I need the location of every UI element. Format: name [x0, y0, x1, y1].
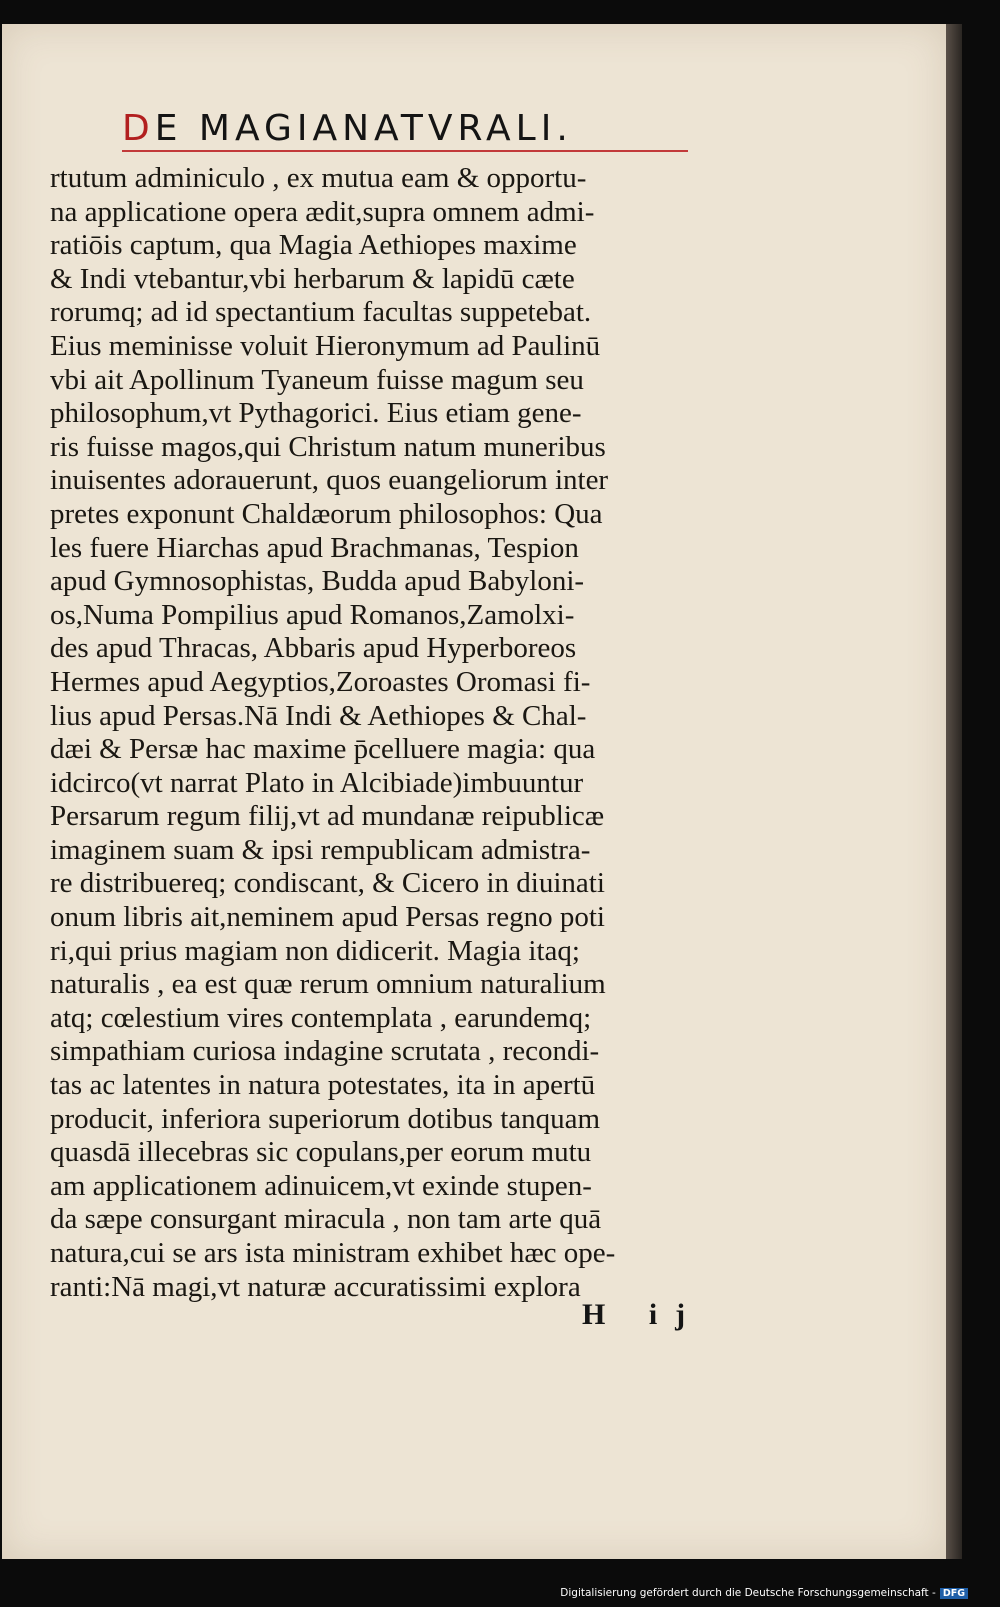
text-line: ris fuisse magos,qui Christum natum muneribus: [50, 430, 606, 463]
footer-credit: [560, 1587, 968, 1599]
text-line: tas ac latentes in natura potestates, ita in apertū: [50, 1069, 596, 1102]
text-line: ranti:Nā magi,vt naturæ accuratissimi explora: [50, 1270, 581, 1303]
text-line: & Indi vtebantur,vbi herbarum & lapidū cæte: [50, 262, 575, 295]
text-line: idcirco(vt narrat Plato in Alcibiade)imbuuntur: [50, 766, 584, 799]
running-head-text: E MAGIANATVRALI.: [154, 108, 573, 149]
text-line: pretes exponunt Chaldæorum philosophos: Qua: [50, 497, 603, 530]
text-line: simpathiam curiosa indagine scrutata , recondi-: [50, 1035, 600, 1068]
text-line: naturalis , ea est quæ rerum omnium naturalium: [50, 968, 606, 1001]
footer-credit-text: Digitalisierung gefördert durch die Deutsche Forschungsgemeinschaft -: [560, 1587, 936, 1599]
text-line: re distribuereq; condiscant, & Cicero in diuinati: [50, 867, 605, 900]
text-line: quasdā illecebras sic copulans,per eorum mutu: [50, 1136, 592, 1169]
text-line: imaginem suam & ipsi rempublicam admistra-: [50, 833, 591, 866]
head-rule: [122, 150, 688, 152]
running-head: [122, 108, 573, 149]
text-line: natura,cui se ars ista ministram exhibet hæc ope-: [50, 1237, 616, 1269]
text-line: Persarum regum filij,vt ad mundanæ reipublicæ: [50, 800, 605, 833]
text-line: onum libris ait,neminem apud Persas regno poti: [50, 901, 605, 934]
text-line: des apud Thracas, Abbaris apud Hyperboreos: [50, 632, 577, 665]
folio-signature: H ij: [582, 1298, 704, 1331]
text-line: da sæpe consurgant miracula , non tam arte quā: [50, 1203, 602, 1236]
text-line: os,Numa Pompilius apud Romanos,Zamolxi-: [50, 598, 575, 631]
text-line: producit, inferiora superiorum dotibus tanquam: [50, 1102, 601, 1135]
text-line: na applicatione operа ædit,supra omnem admi-: [50, 195, 595, 228]
text-line: atq; cœlestium vires contemplata , earundemq;: [50, 1001, 592, 1034]
text-line: Hermes apud Aegyptios,Zoroastes Oromasi fi-: [50, 665, 591, 698]
running-head-initial: D: [122, 108, 155, 149]
text-line: lius apud Persas.Nā Indi & Aethiopes & Chal-: [50, 699, 587, 732]
text-line: rorumq; ad id spectantium facultas suppetebat.: [50, 296, 592, 329]
text-line: ri,qui prius magiam non didicerit. Magia itaq;: [50, 934, 580, 967]
text-line: les fuere Hiarchas apud Brachmanas, Tespion: [50, 531, 579, 564]
text-line: philosophum,vt Pythagorici. Eius etiam gene-: [50, 397, 582, 430]
text-line: Eius meminisse voluit Hieronymum ad Paulinū: [50, 329, 601, 362]
text-line: inuisentes adorauerunt, quos euangeliorum inter: [50, 464, 609, 497]
text-line: dæi & Persæ hac maxime p̄celluere magia: qua: [50, 733, 596, 766]
text-line: vbi ait Apollinum Tyaneum fuisse magum seu: [50, 363, 584, 396]
text-line: rtutum adminiculo , ex mutua eam & opportu-: [50, 162, 587, 194]
text-line: apud Gymnosophistas, Budda apud Babyloni-: [50, 565, 585, 598]
dfg-logo-icon: DFG: [940, 1588, 968, 1599]
page-edge: [946, 24, 962, 1559]
text-line: am applicationem adinuicem,vt exinde stupen-: [50, 1169, 592, 1202]
body-text: [50, 162, 750, 1304]
text-line: ratiōis captum, qua Magia Aethiopes maxime: [50, 229, 577, 262]
